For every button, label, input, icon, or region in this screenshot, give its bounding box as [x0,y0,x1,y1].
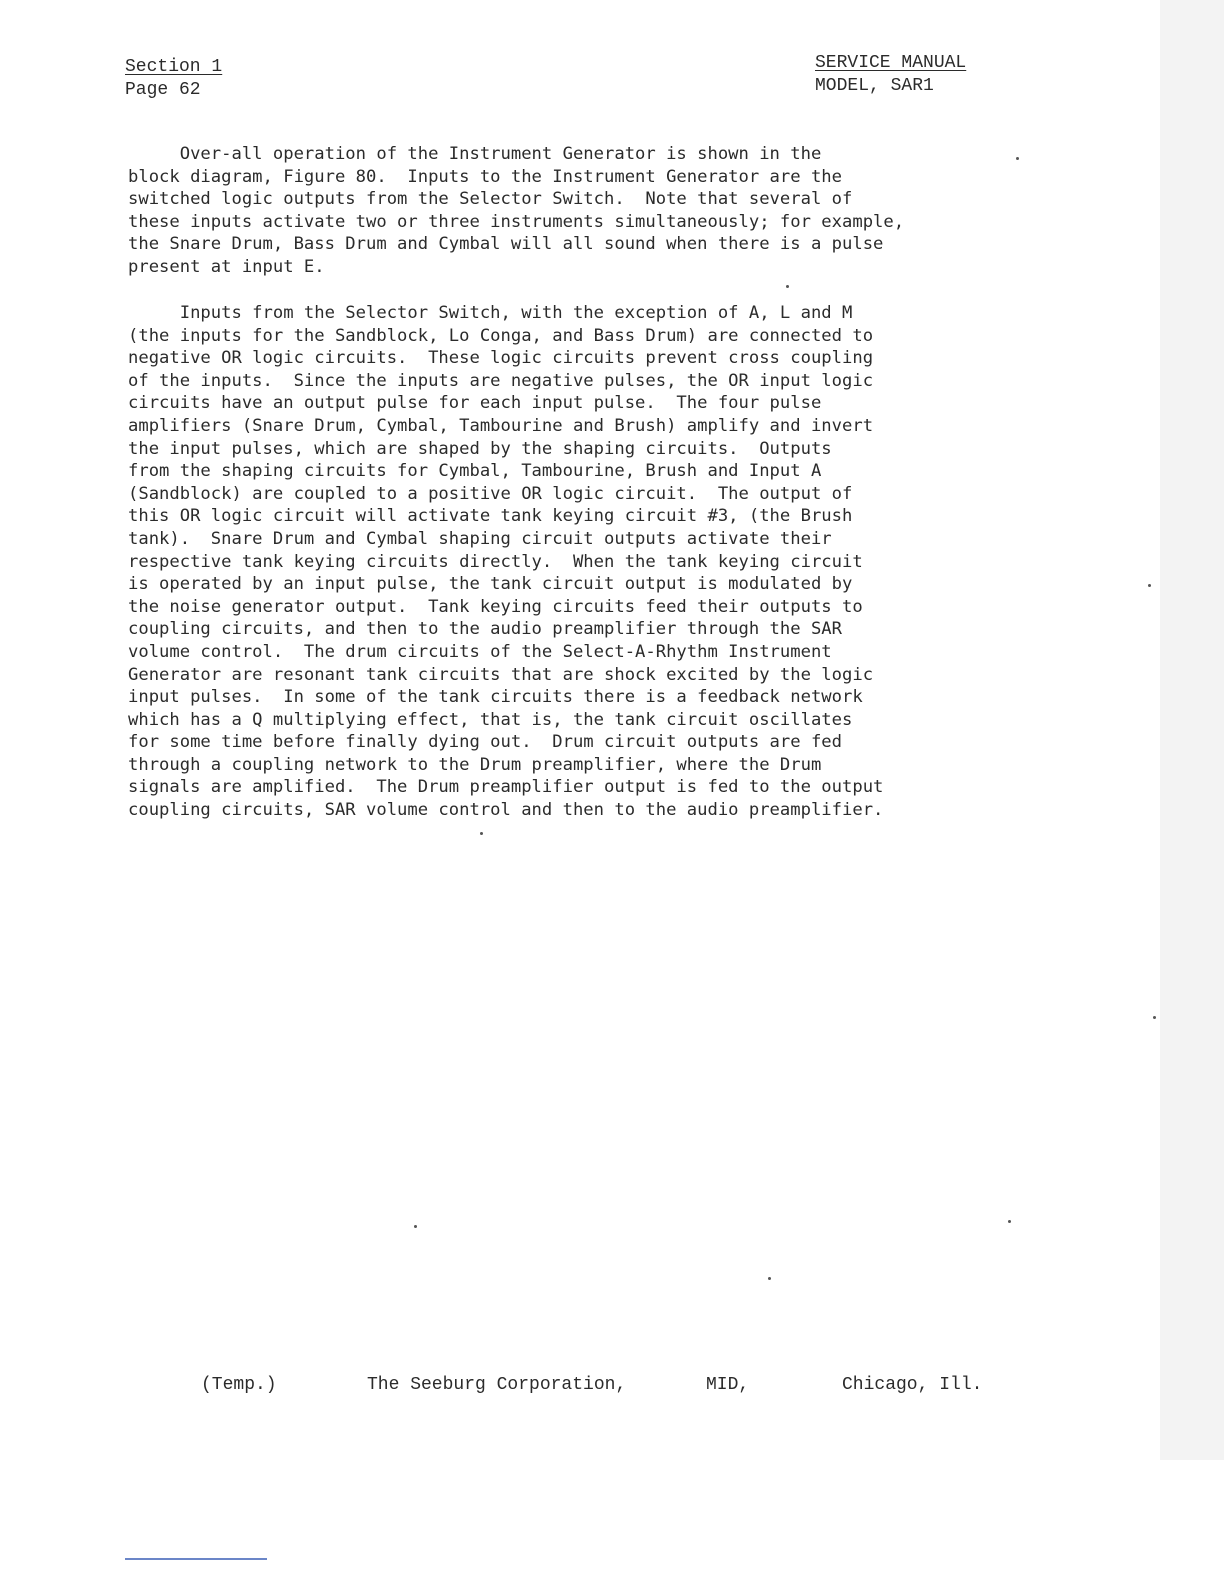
scan-speck [1008,1220,1011,1223]
scan-speck [786,285,789,288]
text-line: (the inputs for the Sandblock, Lo Conga, and Bass Drum) are connected to [128,325,874,346]
scan-speck [1153,1016,1156,1019]
text-line: coupling circuits, SAR volume control and then to the audio preamplifier. [128,800,884,821]
text-line: respective tank keying circuits directly. When the tank keying circuit [128,551,863,572]
scan-speck [1016,157,1019,160]
text-line: the noise generator output. Tank keying circuits feed their outputs to [128,596,863,617]
text-line: for some time before finally dying out. Drum circuit outputs are fed [128,732,842,753]
text-line: switched logic outputs from the Selector Switch. Note that several of [128,189,853,210]
text-line: signals are amplified. The Drum preamplifier output is fed to the output [128,777,884,798]
paragraph-details [128,302,978,822]
text-line: Inputs from the Selector Switch, with the exception of A, L and M [179,303,853,323]
text-line: of the inputs. Since the inputs are negative pulses, the OR input logic [128,370,874,391]
text-line: Over-all operation of the Instrument Generator is shown in the [179,144,822,164]
footer-division: MID, [706,1375,750,1395]
scan-speck [414,1225,417,1228]
text-line: the input pulses, which are shaped by the shaping circuits. Outputs [128,438,832,459]
text-line: these inputs activate two or three instruments simultaneously; for example, [128,211,905,232]
text-line: negative OR logic circuits. These logic circuits prevent cross coupling [128,348,874,369]
paragraph-overview [128,143,978,279]
text-line: (Sandblock) are coupled to a positive OR logic circuit. The output of [128,483,853,504]
model-label: MODEL, SAR1 [815,76,934,96]
text-line: circuits have an output pulse for each input pulse. The four pulse [128,393,822,414]
text-line: volume control. The drum circuits of the Select-A-Rhythm Instrument [128,641,832,662]
text-line: present at input E. [128,256,325,277]
text-line: through a coupling network to the Drum preamplifier, where the Drum [128,754,822,775]
text-line: amplifiers (Snare Drum, Cymbal, Tambourine and Brush) amplify and invert [128,415,874,436]
text-line: this OR logic circuit will activate tank keying circuit #3, (the Brush [128,506,853,527]
text-line: which has a Q multiplying effect, that is, the tank circuit oscillates [128,709,853,730]
text-line: coupling circuits, and then to the audio preamplifier through the SAR [128,619,842,640]
footer-company: The Seeburg Corporation, [367,1375,627,1395]
scan-speck [1148,584,1151,587]
scan-speck [768,1277,771,1280]
text-line: Generator are resonant tank circuits that are shock excited by the logic [128,664,874,685]
text-line: from the shaping circuits for Cymbal, Tambourine, Brush and Input A [128,461,822,482]
page-number: Page 62 [125,80,201,100]
scan-edge-shadow [1160,0,1224,1460]
footer-city: Chicago, Ill. [842,1375,983,1395]
text-line: input pulses. In some of the tank circuits there is a feedback network [128,687,863,708]
header-right [815,52,966,98]
text-line: tank). Snare Drum and Cymbal shaping circuit outputs activate their [128,528,832,549]
manual-title: SERVICE MANUAL [815,53,967,73]
footer-temp: (Temp.) [201,1375,277,1395]
section-label: Section 1 [125,57,223,77]
text-line: is operated by an input pulse, the tank circuit output is modulated by [128,574,853,595]
text-line: block diagram, Figure 80. Inputs to the Instrument Generator are the [128,166,842,187]
bottom-rule [125,1558,267,1560]
scan-speck [480,832,483,835]
header-left [125,56,222,102]
text-line: the Snare Drum, Bass Drum and Cymbal will all sound when there is a pulse [128,234,884,255]
